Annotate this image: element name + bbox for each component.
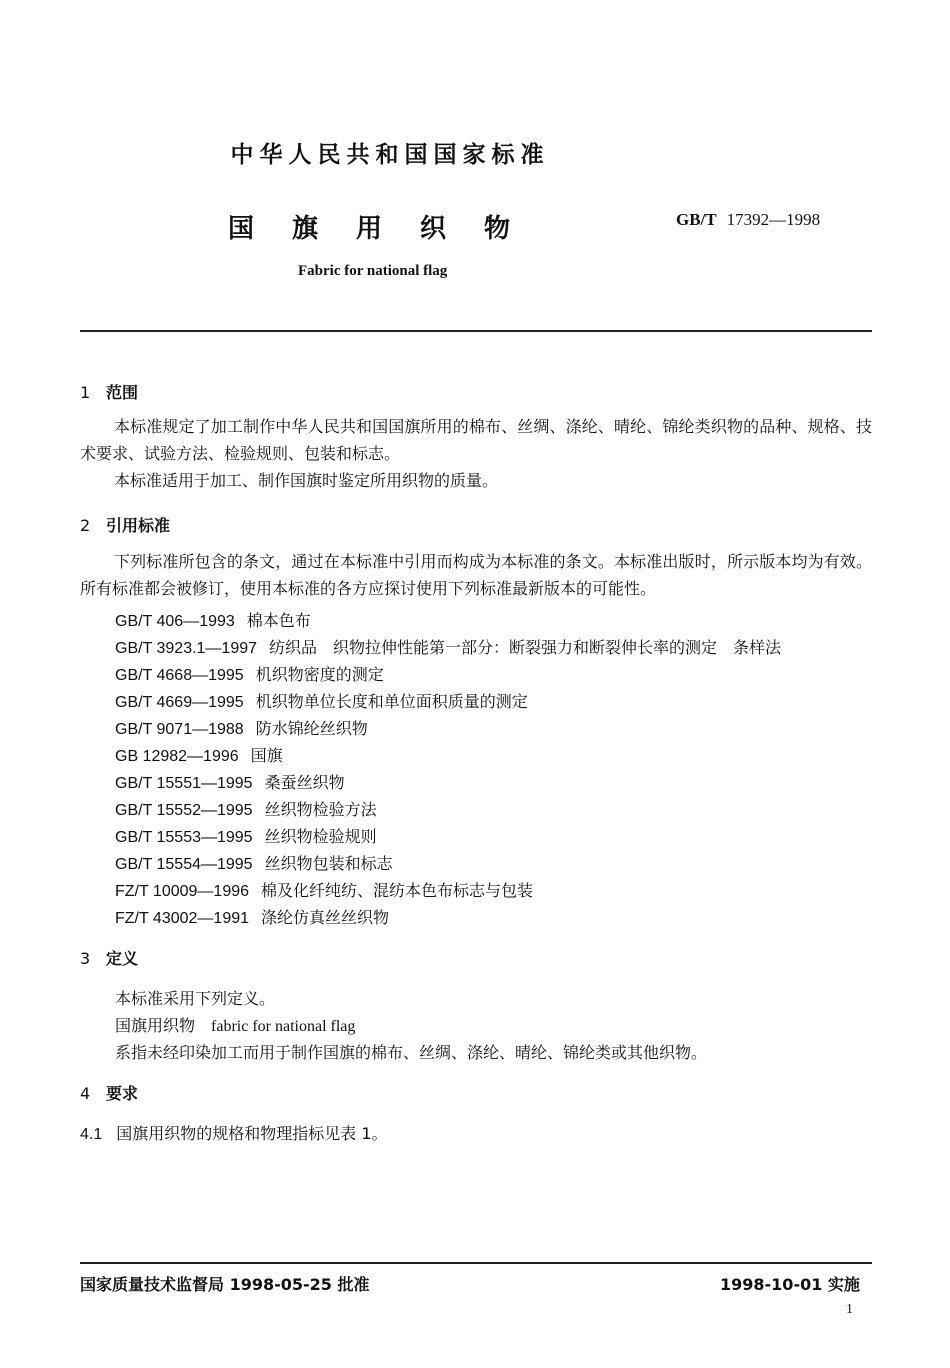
reference-name: 丝织物包装和标志 <box>264 854 393 873</box>
reference-item <box>115 797 377 820</box>
reference-code: GB/T 406—1993 <box>115 613 235 630</box>
reference-item <box>115 689 528 712</box>
reference-code: FZ/T 43002—1991 <box>115 910 250 927</box>
effective-date: 1998-10-01 实施 <box>720 1275 860 1294</box>
reference-item <box>115 716 368 739</box>
reference-code: GB 12982—1996 <box>115 748 239 765</box>
clause-4-1 <box>80 1121 388 1144</box>
section-title: 要求 <box>106 1084 139 1103</box>
section-2-paragraph-1: 下列标准所包含的条文，通过在本标准中引用而构成为本标准的条文。本标准出版时，所示版本均为有效。所有标准都会被修订，使用本标准的各方应探讨使用下列标准最新版本的可能性。 <box>80 552 872 598</box>
document-title-en: Fabric for national flag <box>298 263 448 279</box>
section-2-heading <box>80 513 170 536</box>
reference-name: 防水锦纶丝织物 <box>255 719 368 738</box>
reference-item <box>115 878 533 901</box>
reference-code: GB/T 15554—1995 <box>115 856 253 873</box>
section-1-heading <box>80 380 138 403</box>
reference-item <box>115 824 377 847</box>
reference-name: 丝织物检验规则 <box>264 827 377 846</box>
reference-item <box>115 743 283 766</box>
standard-code <box>676 210 820 230</box>
reference-name: 涤纶仿真丝丝织物 <box>261 908 390 927</box>
standard-number: 17392—1998 <box>726 210 821 229</box>
reference-name: 棉及化纤纯纺、混纺本色布标志与包装 <box>261 881 534 900</box>
standard-prefix: GB/T <box>676 210 717 229</box>
section-number: 3 <box>80 949 91 968</box>
reference-code: GB/T 9071—1988 <box>115 721 244 738</box>
section-1-paragraph-1: 本标准规定了加工制作中华人民共和国国旗所用的棉布、丝绸、涤纶、晴纶、锦纶类织物的品种、规格、技术要求、试验方法、检验规则、包装和标志。 <box>80 417 872 463</box>
reference-name: 机织物密度的测定 <box>255 665 384 684</box>
term-en: fabric for national flag <box>211 1018 356 1035</box>
reference-item <box>115 851 393 874</box>
header-divider <box>80 330 872 332</box>
clause-number: 4.1 <box>80 1126 103 1143</box>
reference-name: 丝织物检验方法 <box>264 800 377 819</box>
standard-org-title: 中华人民共和国国家标准 <box>230 142 550 168</box>
reference-name: 桑蚕丝织物 <box>264 773 345 792</box>
clause-text: 国旗用织物的规格和物理指标见表 1。 <box>116 1124 388 1143</box>
reference-code: GB/T 15551—1995 <box>115 775 253 792</box>
section-1-paragraph-2: 本标准适用于加工、制作国旗时鉴定所用织物的质量。 <box>114 471 499 490</box>
reference-item <box>115 905 389 928</box>
definition-text: 系指未经印染加工而用于制作国旗的棉布、丝绸、涤纶、晴纶、锦纶类或其他织物。 <box>115 1043 708 1062</box>
reference-item <box>115 770 345 793</box>
reference-name: 棉本色布 <box>246 611 311 630</box>
section-4-heading <box>80 1081 138 1104</box>
reference-item <box>115 662 384 685</box>
reference-code: GB/T 4669—1995 <box>115 694 244 711</box>
section-title: 定义 <box>106 949 139 968</box>
page-number: 1 <box>846 1302 853 1317</box>
reference-code: FZ/T 10009—1996 <box>115 883 250 900</box>
section-number: 1 <box>80 383 91 402</box>
section-3-paragraph-1: 本标准采用下列定义。 <box>115 989 276 1008</box>
approval-line: 国家质量技术监督局 1998-05-25 批准 <box>80 1275 370 1294</box>
term-cn: 国旗用织物 <box>115 1016 196 1035</box>
section-title: 引用标准 <box>106 516 171 535</box>
reference-name: 机织物单位长度和单位面积质量的测定 <box>255 692 528 711</box>
reference-item <box>115 608 311 631</box>
section-number: 4 <box>80 1084 91 1103</box>
section-title: 范围 <box>106 383 139 402</box>
document-title-cn: 国旗用织物 <box>228 214 549 244</box>
section-number: 2 <box>80 516 91 535</box>
reference-code: GB/T 15552—1995 <box>115 802 253 819</box>
reference-code: GB/T 4668—1995 <box>115 667 244 684</box>
reference-name: 国旗 <box>250 746 283 765</box>
footer-divider <box>80 1262 872 1264</box>
reference-item <box>115 635 781 658</box>
section-3-heading <box>80 946 138 969</box>
reference-code: GB/T 3923.1—1997 <box>115 640 258 657</box>
reference-name: 纺织品 织物拉伸性能第一部分：断裂强力和断裂伸长率的测定 条样法 <box>269 638 782 657</box>
definition-term <box>115 1013 355 1036</box>
reference-code: GB/T 15553—1995 <box>115 829 253 846</box>
